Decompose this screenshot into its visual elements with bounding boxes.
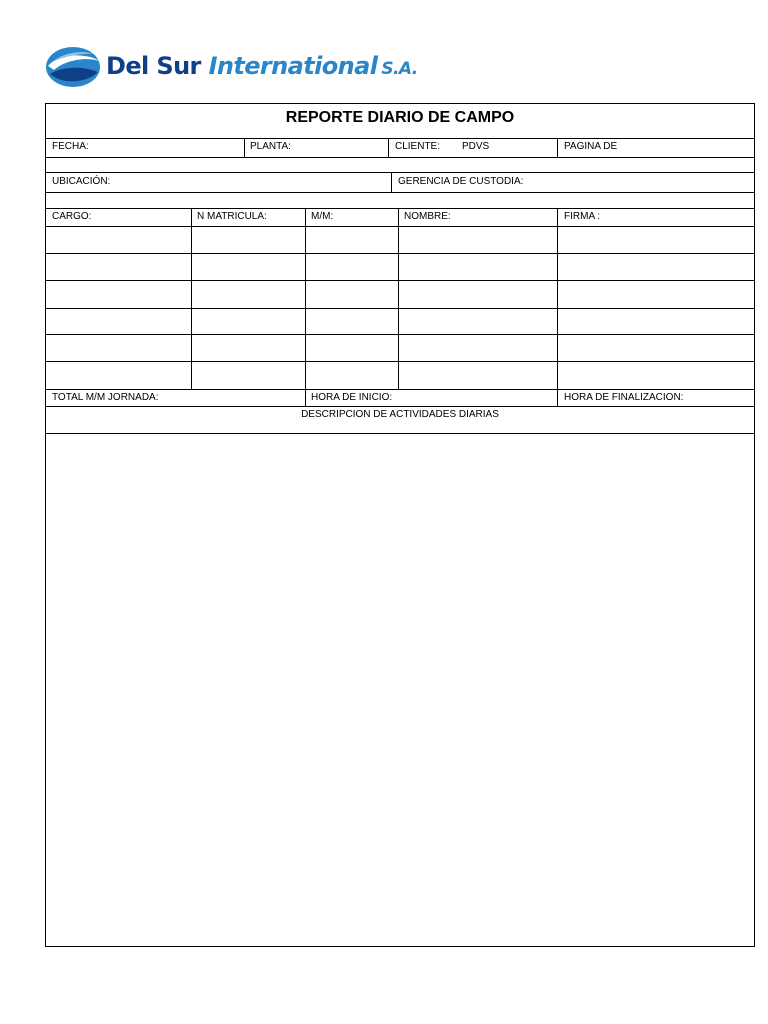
personnel-row[interactable] bbox=[46, 280, 754, 308]
firma-header: FIRMA : bbox=[564, 211, 601, 222]
activities-text bbox=[46, 434, 754, 442]
activities-header: DESCRIPCION DE ACTIVIDADES DIARIAS bbox=[301, 409, 499, 420]
personnel-row[interactable] bbox=[46, 334, 754, 361]
company-logo bbox=[44, 44, 418, 90]
header-row bbox=[46, 138, 754, 157]
pagina-field[interactable]: PAGINA DE bbox=[564, 141, 618, 152]
ubicacion-field[interactable]: UBICACIÓN: bbox=[52, 176, 111, 187]
gerencia-custodia-field[interactable]: GERENCIA DE CUSTODIA: bbox=[398, 176, 524, 187]
field-report-form bbox=[45, 103, 755, 947]
form-title: REPORTE DIARIO DE CAMPO bbox=[285, 109, 515, 126]
hora-finalizacion-field[interactable]: HORA DE FINALIZACION: bbox=[564, 392, 684, 403]
nombre-header: NOMBRE: bbox=[404, 211, 451, 222]
spacer-row bbox=[46, 157, 754, 172]
activities-header-row bbox=[46, 406, 754, 433]
swoosh-logo-icon bbox=[44, 44, 102, 90]
planta-field[interactable]: PLANTA: bbox=[250, 141, 291, 152]
brand-suffix-text: S.A. bbox=[381, 58, 418, 79]
cargo-header: CARGO: bbox=[52, 211, 92, 222]
personnel-row[interactable] bbox=[46, 253, 754, 280]
brand-primary-text: Del Sur bbox=[106, 51, 201, 80]
personnel-row[interactable] bbox=[46, 361, 754, 389]
matricula-header: N MATRICULA: bbox=[197, 211, 267, 222]
brand-secondary-text: International bbox=[208, 51, 378, 80]
spacer-row bbox=[46, 192, 754, 208]
hora-inicio-field[interactable]: HORA DE INICIO: bbox=[311, 392, 393, 403]
cliente-field[interactable]: CLIENTE: bbox=[395, 141, 441, 152]
totals-row bbox=[46, 389, 754, 406]
personnel-header-row bbox=[46, 208, 754, 226]
mm-header: M/M: bbox=[311, 211, 334, 222]
location-row bbox=[46, 172, 754, 192]
brand-name bbox=[106, 43, 418, 92]
personnel-row[interactable] bbox=[46, 226, 754, 253]
personnel-row[interactable] bbox=[46, 308, 754, 334]
total-mm-jornada-field[interactable]: TOTAL M/M JORNADA: bbox=[52, 392, 159, 403]
cliente-value: PDVS bbox=[462, 141, 490, 152]
fecha-field[interactable]: FECHA: bbox=[52, 141, 89, 152]
activities-area[interactable] bbox=[46, 433, 754, 946]
